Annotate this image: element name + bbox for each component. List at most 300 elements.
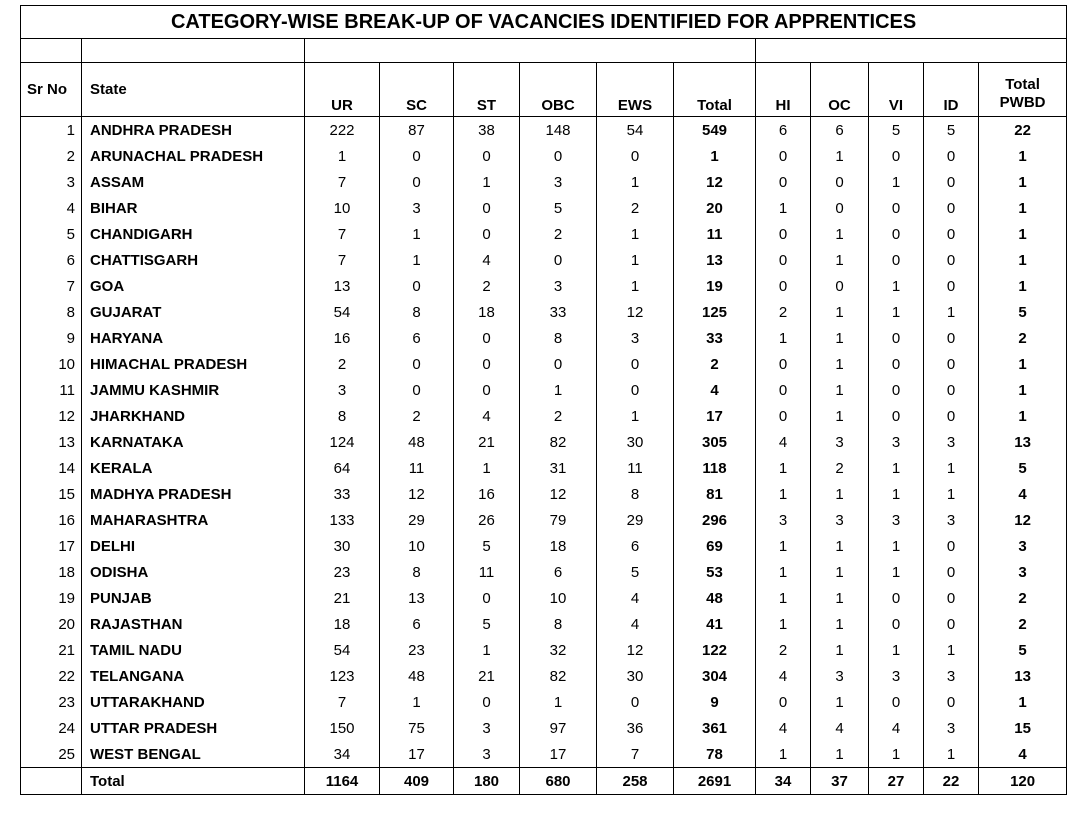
cell-vi: 1 — [869, 637, 924, 663]
cell-ur: 1 — [305, 143, 380, 169]
cell-pwbd: 13 — [979, 663, 1067, 689]
header-ews: EWS — [597, 63, 674, 117]
cell-obc: 17 — [520, 741, 597, 768]
cell-ur: 13 — [305, 273, 380, 299]
cell-sc: 10 — [380, 533, 454, 559]
cell-obc: 12 — [520, 481, 597, 507]
cell-state: JAMMU KASHMIR — [82, 377, 305, 403]
cell-pwbd: 22 — [979, 117, 1067, 144]
cell-hi: 6 — [756, 117, 811, 144]
cell-id: 1 — [924, 299, 979, 325]
cell-obc: 148 — [520, 117, 597, 144]
cell-ur: 7 — [305, 221, 380, 247]
cell-st: 0 — [454, 377, 520, 403]
cell-ews: 29 — [597, 507, 674, 533]
cell-vi: 1 — [869, 741, 924, 768]
cell-total: 41 — [674, 611, 756, 637]
cell-id: 3 — [924, 663, 979, 689]
cell-pwbd: 2 — [979, 585, 1067, 611]
cell-id: 0 — [924, 195, 979, 221]
totals-sr-cell — [21, 768, 82, 795]
cell-ews: 0 — [597, 351, 674, 377]
cell-vi: 0 — [869, 195, 924, 221]
cell-vi: 0 — [869, 377, 924, 403]
spacer-row — [21, 39, 1067, 63]
cell-pwbd: 3 — [979, 559, 1067, 585]
cell-vi: 1 — [869, 559, 924, 585]
table-row — [21, 403, 1067, 429]
cell-obc: 3 — [520, 273, 597, 299]
cell-id: 0 — [924, 247, 979, 273]
table-row — [21, 663, 1067, 689]
cell-total: 19 — [674, 273, 756, 299]
cell-vi: 1 — [869, 481, 924, 507]
cell-id: 0 — [924, 221, 979, 247]
header-hi: HI — [756, 63, 811, 117]
cell-id: 0 — [924, 533, 979, 559]
cell-total: 20 — [674, 195, 756, 221]
cell-oc: 0 — [811, 273, 869, 299]
cell-ur: 7 — [305, 247, 380, 273]
table-row — [21, 507, 1067, 533]
cell-hi: 1 — [756, 325, 811, 351]
cell-sc: 75 — [380, 715, 454, 741]
cell-total: 48 — [674, 585, 756, 611]
totals-row — [21, 768, 1067, 795]
cell-obc: 31 — [520, 455, 597, 481]
table-row — [21, 585, 1067, 611]
table-row — [21, 637, 1067, 663]
cell-sc: 23 — [380, 637, 454, 663]
header-sr-no: Sr No — [21, 63, 82, 117]
cell-hi: 2 — [756, 299, 811, 325]
cell-ews: 11 — [597, 455, 674, 481]
cell-sc: 1 — [380, 247, 454, 273]
cell-state: UTTARAKHAND — [82, 689, 305, 715]
cell-state: UTTAR PRADESH — [82, 715, 305, 741]
totals-pwbd: 120 — [979, 768, 1067, 795]
cell-oc: 0 — [811, 169, 869, 195]
cell-total: 13 — [674, 247, 756, 273]
cell-pwbd: 1 — [979, 221, 1067, 247]
cell-pwbd: 1 — [979, 403, 1067, 429]
cell-vi: 0 — [869, 611, 924, 637]
cell-oc: 3 — [811, 507, 869, 533]
cell-sc: 13 — [380, 585, 454, 611]
cell-id: 0 — [924, 559, 979, 585]
cell-st: 0 — [454, 195, 520, 221]
cell-oc: 3 — [811, 663, 869, 689]
cell-total: 2 — [674, 351, 756, 377]
totals-st: 180 — [454, 768, 520, 795]
cell-sr: 18 — [21, 559, 82, 585]
cell-oc: 1 — [811, 247, 869, 273]
cell-obc: 33 — [520, 299, 597, 325]
totals-total: 2691 — [674, 768, 756, 795]
cell-ews: 36 — [597, 715, 674, 741]
cell-state: ARUNACHAL PRADESH — [82, 143, 305, 169]
cell-state: GOA — [82, 273, 305, 299]
cell-obc: 0 — [520, 247, 597, 273]
cell-obc: 0 — [520, 143, 597, 169]
cell-ur: 8 — [305, 403, 380, 429]
cell-hi: 4 — [756, 429, 811, 455]
cell-sc: 2 — [380, 403, 454, 429]
cell-vi: 4 — [869, 715, 924, 741]
cell-ur: 54 — [305, 299, 380, 325]
cell-total: 17 — [674, 403, 756, 429]
cell-pwbd: 5 — [979, 299, 1067, 325]
cell-total: 549 — [674, 117, 756, 144]
cell-vi: 3 — [869, 429, 924, 455]
cell-id: 1 — [924, 481, 979, 507]
cell-vi: 1 — [869, 273, 924, 299]
cell-id: 0 — [924, 273, 979, 299]
cell-hi: 0 — [756, 247, 811, 273]
cell-ews: 2 — [597, 195, 674, 221]
cell-ur: 18 — [305, 611, 380, 637]
cell-hi: 1 — [756, 481, 811, 507]
cell-oc: 0 — [811, 195, 869, 221]
cell-oc: 1 — [811, 221, 869, 247]
cell-oc: 1 — [811, 611, 869, 637]
cell-st: 0 — [454, 351, 520, 377]
cell-id: 0 — [924, 377, 979, 403]
cell-ur: 3 — [305, 377, 380, 403]
cell-sc: 0 — [380, 273, 454, 299]
table-row — [21, 117, 1067, 144]
table-row — [21, 299, 1067, 325]
cell-st: 5 — [454, 533, 520, 559]
cell-pwbd: 1 — [979, 169, 1067, 195]
cell-obc: 8 — [520, 611, 597, 637]
table-row — [21, 221, 1067, 247]
cell-st: 16 — [454, 481, 520, 507]
cell-ur: 10 — [305, 195, 380, 221]
cell-oc: 2 — [811, 455, 869, 481]
header-state: State — [82, 63, 305, 117]
cell-sc: 17 — [380, 741, 454, 768]
cell-state: HIMACHAL PRADESH — [82, 351, 305, 377]
cell-ews: 6 — [597, 533, 674, 559]
cell-sc: 1 — [380, 689, 454, 715]
header-total: Total — [674, 63, 756, 117]
cell-ews: 54 — [597, 117, 674, 144]
cell-id: 0 — [924, 585, 979, 611]
cell-oc: 6 — [811, 117, 869, 144]
column-header-row — [21, 63, 1067, 117]
table-row — [21, 351, 1067, 377]
cell-ur: 2 — [305, 351, 380, 377]
cell-ews: 0 — [597, 377, 674, 403]
cell-ews: 3 — [597, 325, 674, 351]
cell-ews: 0 — [597, 689, 674, 715]
cell-oc: 1 — [811, 559, 869, 585]
cell-st: 5 — [454, 611, 520, 637]
cell-vi: 1 — [869, 455, 924, 481]
cell-total: 122 — [674, 637, 756, 663]
header-total-pwbd-line1: Total — [1005, 75, 1040, 93]
cell-state: MAHARASHTRA — [82, 507, 305, 533]
cell-pwbd: 1 — [979, 689, 1067, 715]
cell-hi: 0 — [756, 403, 811, 429]
cell-obc: 2 — [520, 221, 597, 247]
cell-state: WEST BENGAL — [82, 741, 305, 768]
cell-id: 1 — [924, 637, 979, 663]
table-row — [21, 429, 1067, 455]
cell-sc: 12 — [380, 481, 454, 507]
table-row — [21, 533, 1067, 559]
cell-state: PUNJAB — [82, 585, 305, 611]
header-ur: UR — [305, 63, 380, 117]
cell-sc: 8 — [380, 299, 454, 325]
cell-oc: 1 — [811, 637, 869, 663]
cell-sr: 15 — [21, 481, 82, 507]
cell-hi: 4 — [756, 715, 811, 741]
cell-id: 0 — [924, 143, 979, 169]
table-row — [21, 481, 1067, 507]
cell-sr: 10 — [21, 351, 82, 377]
cell-hi: 0 — [756, 377, 811, 403]
cell-sr: 20 — [21, 611, 82, 637]
cell-pwbd: 13 — [979, 429, 1067, 455]
cell-total: 305 — [674, 429, 756, 455]
cell-pwbd: 4 — [979, 481, 1067, 507]
cell-st: 26 — [454, 507, 520, 533]
cell-hi: 1 — [756, 559, 811, 585]
cell-id: 0 — [924, 611, 979, 637]
cell-obc: 1 — [520, 689, 597, 715]
cell-total: 361 — [674, 715, 756, 741]
table-row — [21, 611, 1067, 637]
cell-sr: 5 — [21, 221, 82, 247]
totals-oc: 37 — [811, 768, 869, 795]
cell-ur: 23 — [305, 559, 380, 585]
cell-ur: 7 — [305, 169, 380, 195]
cell-hi: 4 — [756, 663, 811, 689]
cell-vi: 0 — [869, 403, 924, 429]
table-row — [21, 689, 1067, 715]
header-total-pwbd-line2: PWBD — [999, 94, 1046, 112]
cell-vi: 0 — [869, 221, 924, 247]
cell-state: GUJARAT — [82, 299, 305, 325]
totals-ews: 258 — [597, 768, 674, 795]
cell-hi: 1 — [756, 741, 811, 768]
cell-sr: 25 — [21, 741, 82, 768]
cell-ews: 7 — [597, 741, 674, 768]
cell-state: TELANGANA — [82, 663, 305, 689]
header-total-pwbd — [979, 63, 1067, 117]
cell-sr: 2 — [21, 143, 82, 169]
cell-oc: 1 — [811, 741, 869, 768]
header-st: ST — [454, 63, 520, 117]
cell-state: MADHYA PRADESH — [82, 481, 305, 507]
table-body — [21, 117, 1067, 768]
vacancy-table-container — [20, 5, 1067, 795]
cell-total: 33 — [674, 325, 756, 351]
cell-sc: 8 — [380, 559, 454, 585]
cell-vi: 1 — [869, 533, 924, 559]
cell-ews: 30 — [597, 429, 674, 455]
cell-state: JHARKHAND — [82, 403, 305, 429]
cell-oc: 1 — [811, 377, 869, 403]
cell-hi: 0 — [756, 169, 811, 195]
cell-sr: 13 — [21, 429, 82, 455]
cell-ur: 30 — [305, 533, 380, 559]
cell-state: KERALA — [82, 455, 305, 481]
cell-oc: 1 — [811, 143, 869, 169]
cell-obc: 82 — [520, 663, 597, 689]
cell-pwbd: 5 — [979, 455, 1067, 481]
cell-state: KARNATAKA — [82, 429, 305, 455]
cell-sr: 9 — [21, 325, 82, 351]
table-row — [21, 169, 1067, 195]
cell-state: BIHAR — [82, 195, 305, 221]
table-row — [21, 247, 1067, 273]
cell-total: 118 — [674, 455, 756, 481]
cell-st: 38 — [454, 117, 520, 144]
cell-st: 0 — [454, 143, 520, 169]
header-oc: OC — [811, 63, 869, 117]
cell-state: RAJASTHAN — [82, 611, 305, 637]
cell-sc: 6 — [380, 325, 454, 351]
totals-label: Total — [82, 768, 305, 795]
cell-ur: 222 — [305, 117, 380, 144]
cell-hi: 0 — [756, 143, 811, 169]
header-sc: SC — [380, 63, 454, 117]
cell-state: ODISHA — [82, 559, 305, 585]
cell-sc: 29 — [380, 507, 454, 533]
cell-sr: 8 — [21, 299, 82, 325]
cell-sr: 6 — [21, 247, 82, 273]
cell-id: 0 — [924, 403, 979, 429]
cell-oc: 1 — [811, 585, 869, 611]
cell-id: 0 — [924, 351, 979, 377]
cell-id: 1 — [924, 455, 979, 481]
cell-id: 5 — [924, 117, 979, 144]
table-row — [21, 195, 1067, 221]
cell-ur: 150 — [305, 715, 380, 741]
cell-sc: 1 — [380, 221, 454, 247]
cell-sr: 19 — [21, 585, 82, 611]
cell-st: 4 — [454, 247, 520, 273]
cell-id: 0 — [924, 169, 979, 195]
cell-obc: 6 — [520, 559, 597, 585]
table-row — [21, 377, 1067, 403]
cell-ur: 21 — [305, 585, 380, 611]
cell-sr: 7 — [21, 273, 82, 299]
cell-vi: 3 — [869, 507, 924, 533]
cell-sr: 16 — [21, 507, 82, 533]
totals-vi: 27 — [869, 768, 924, 795]
cell-total: 296 — [674, 507, 756, 533]
cell-vi: 0 — [869, 351, 924, 377]
cell-hi: 0 — [756, 221, 811, 247]
cell-oc: 1 — [811, 533, 869, 559]
table-row — [21, 559, 1067, 585]
cell-obc: 1 — [520, 377, 597, 403]
cell-ews: 12 — [597, 299, 674, 325]
cell-id: 3 — [924, 429, 979, 455]
cell-sc: 48 — [380, 429, 454, 455]
cell-sr: 4 — [21, 195, 82, 221]
cell-ews: 4 — [597, 611, 674, 637]
cell-vi: 0 — [869, 689, 924, 715]
cell-ews: 1 — [597, 247, 674, 273]
cell-st: 0 — [454, 585, 520, 611]
cell-vi: 1 — [869, 169, 924, 195]
cell-id: 0 — [924, 689, 979, 715]
cell-vi: 0 — [869, 585, 924, 611]
cell-ews: 0 — [597, 143, 674, 169]
cell-st: 21 — [454, 663, 520, 689]
cell-st: 11 — [454, 559, 520, 585]
cell-hi: 3 — [756, 507, 811, 533]
cell-vi: 1 — [869, 299, 924, 325]
totals-hi: 34 — [756, 768, 811, 795]
cell-sr: 12 — [21, 403, 82, 429]
cell-total: 81 — [674, 481, 756, 507]
cell-oc: 4 — [811, 715, 869, 741]
cell-hi: 1 — [756, 533, 811, 559]
header-id: ID — [924, 63, 979, 117]
cell-hi: 0 — [756, 689, 811, 715]
cell-obc: 5 — [520, 195, 597, 221]
cell-vi: 5 — [869, 117, 924, 144]
cell-ews: 1 — [597, 403, 674, 429]
cell-ews: 8 — [597, 481, 674, 507]
cell-hi: 1 — [756, 455, 811, 481]
table-row — [21, 325, 1067, 351]
cell-total: 4 — [674, 377, 756, 403]
cell-ur: 7 — [305, 689, 380, 715]
cell-ews: 5 — [597, 559, 674, 585]
cell-sr: 22 — [21, 663, 82, 689]
cell-st: 18 — [454, 299, 520, 325]
cell-pwbd: 4 — [979, 741, 1067, 768]
cell-ur: 34 — [305, 741, 380, 768]
cell-obc: 97 — [520, 715, 597, 741]
cell-hi: 0 — [756, 273, 811, 299]
cell-sr: 17 — [21, 533, 82, 559]
cell-total: 9 — [674, 689, 756, 715]
cell-vi: 0 — [869, 143, 924, 169]
cell-pwbd: 1 — [979, 273, 1067, 299]
cell-sr: 23 — [21, 689, 82, 715]
cell-ews: 1 — [597, 273, 674, 299]
table-title: CATEGORY-WISE BREAK-UP OF VACANCIES IDENTIFIED FOR APPRENTICES — [21, 6, 1067, 39]
cell-pwbd: 3 — [979, 533, 1067, 559]
cell-total: 12 — [674, 169, 756, 195]
cell-total: 125 — [674, 299, 756, 325]
cell-total: 304 — [674, 663, 756, 689]
cell-obc: 2 — [520, 403, 597, 429]
cell-hi: 1 — [756, 611, 811, 637]
cell-st: 0 — [454, 325, 520, 351]
cell-sc: 0 — [380, 377, 454, 403]
cell-hi: 0 — [756, 351, 811, 377]
cell-ews: 30 — [597, 663, 674, 689]
cell-st: 0 — [454, 221, 520, 247]
table-row — [21, 715, 1067, 741]
cell-pwbd: 1 — [979, 351, 1067, 377]
cell-sr: 3 — [21, 169, 82, 195]
cell-ur: 33 — [305, 481, 380, 507]
cell-pwbd: 2 — [979, 325, 1067, 351]
cell-ur: 133 — [305, 507, 380, 533]
cell-oc: 3 — [811, 429, 869, 455]
cell-id: 3 — [924, 507, 979, 533]
